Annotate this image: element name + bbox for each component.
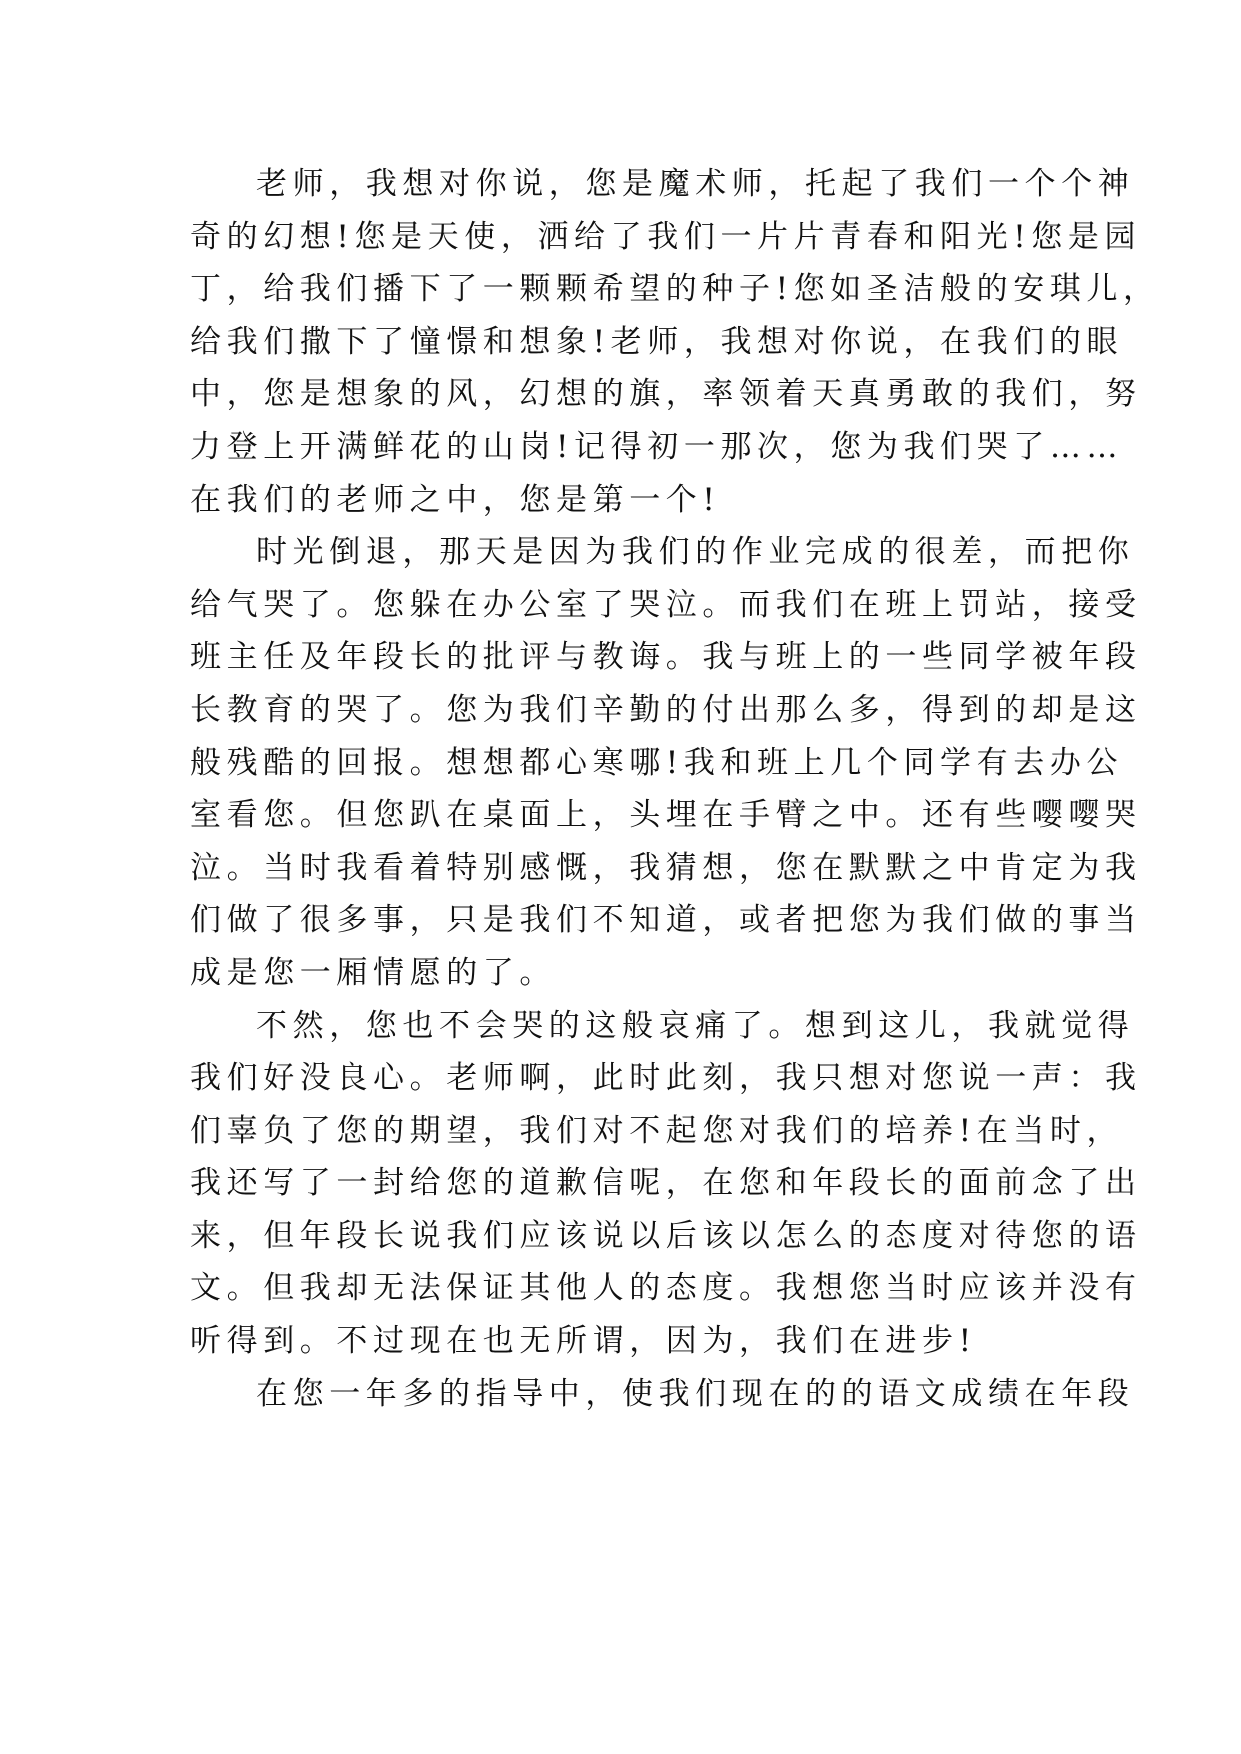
text-line: 听得到。不过现在也无所谓，因为，我们在进步! — [190, 1323, 977, 1360]
paragraph-first-line: 在您一年多的指导中，使我们现在的的语文成绩在年段 — [256, 1375, 1135, 1412]
text-line: 中，您是想象的风，幻想的旗，率领着天真勇敢的我们，努 — [190, 376, 1142, 413]
text-line: 我们好没良心。老师啊，此时此刻，我只想对您说一声：我 — [190, 1060, 1142, 1097]
text-line: 班主任及年段长的批评与教诲。我与班上的一些同学被年段 — [190, 639, 1142, 676]
text-line: 给气哭了。您躲在办公室了哭泣。而我们在班上罚站，接受 — [190, 586, 1142, 623]
paragraph-first-line: 老师，我想对你说，您是魔术师，托起了我们一个个神 — [256, 166, 1135, 202]
text-line: 般残酷的回报。想想都心寒哪!我和班上几个同学有去办公 — [190, 744, 1124, 781]
text-line: 力登上开满鲜花的山岗!记得初一那次，您为我们哭了…… — [190, 428, 1124, 465]
text-line: 给我们撒下了憧憬和想象!老师，我想对你说，在我们的眼 — [190, 323, 1124, 360]
text-line: 室看您。但您趴在桌面上，头埋在手臂之中。还有些嘤嘤哭 — [190, 797, 1142, 834]
paragraph-first-line: 时光倒退，那天是因为我们的作业完成的很差，而把你 — [256, 534, 1135, 571]
text-line: 来，但年段长说我们应该说以后该以怎么的态度对待您的语 — [190, 1217, 1142, 1254]
text-line: 长教育的哭了。您为我们辛勤的付出那么多，得到的却是这 — [190, 691, 1142, 728]
text-line: 们辜负了您的期望，我们对不起您对我们的培养!在当时， — [190, 1112, 1124, 1149]
text-line: 我还写了一封给您的道歉信呢，在您和年段长的面前念了出 — [190, 1165, 1142, 1202]
text-line: 在我们的老师之中，您是第一个! — [190, 481, 721, 518]
text-line: 文。但我却无法保证其他人的态度。我想您当时应该并没有 — [190, 1270, 1142, 1307]
text-line: 丁，给我们播下了一颗颗希望的种子!您如圣洁般的安琪儿， — [190, 271, 1160, 308]
text-line: 成是您一厢情愿的了。 — [190, 954, 556, 991]
text-line: 们做了很多事，只是我们不知道，或者把您为我们做的事当 — [190, 902, 1142, 939]
text-line: 奇的幻想!您是天使，洒给了我们一片片青春和阳光!您是园 — [190, 218, 1142, 255]
paragraph-first-line: 不然，您也不会哭的这般哀痛了。想到这儿，我就觉得 — [256, 1007, 1135, 1044]
document-body — [190, 158, 1160, 1420]
text-line: 泣。当时我看着特别感慨，我猜想，您在默默之中肯定为我 — [190, 849, 1142, 886]
